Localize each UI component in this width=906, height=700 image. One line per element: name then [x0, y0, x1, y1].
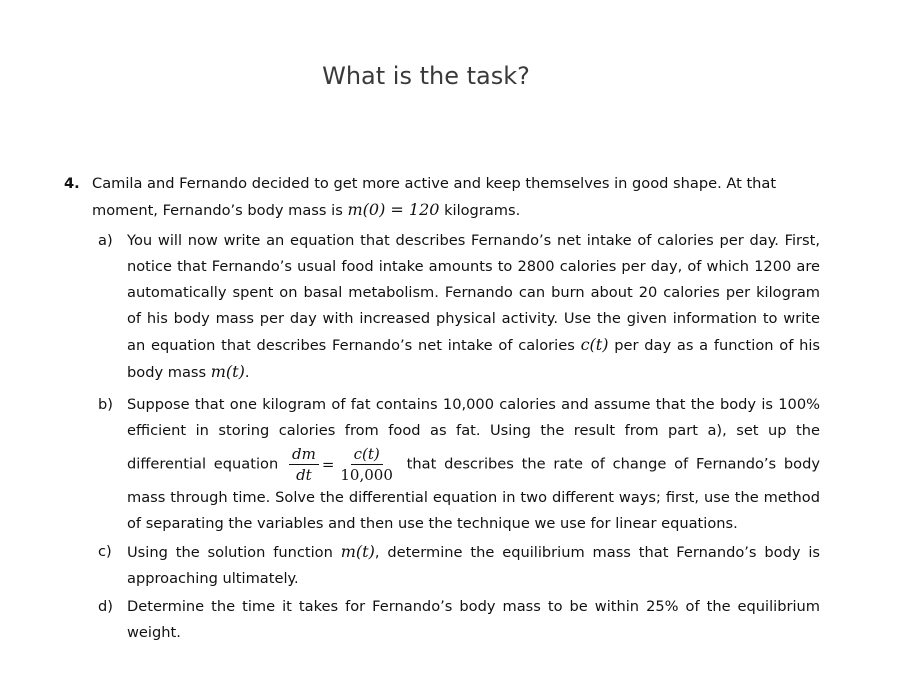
problem-intro: [64, 171, 820, 224]
fraction-ct-10000: [337, 444, 396, 485]
fraction-dm-dt: [289, 444, 319, 485]
fraction-dm-dt-numerator: dm: [289, 444, 319, 465]
part-d-text: Determine the time it takes for Fernando’s body mass to be within 25% of the equilibrium weight.: [127, 598, 820, 641]
part-b-label: b): [98, 396, 113, 413]
problem-intro-text: [92, 171, 820, 224]
part-b: [98, 392, 820, 537]
fraction-dm-dt-denominator: dt: [296, 466, 312, 484]
intro-text-2: kilograms.: [444, 202, 521, 219]
problem-4: [64, 171, 820, 646]
part-a-math-m: m(t): [210, 362, 245, 381]
part-c-text-1: Using the solution function: [127, 544, 333, 561]
part-b-text: [127, 392, 820, 537]
part-a: [98, 228, 820, 386]
part-b-text-2: that describes the rate of change of Fernando’s body mass through time. Solve the differential equation in two different ways; first, use the method of separating the variables and then use the technique we use for linear equations.: [127, 455, 821, 532]
equals-sign: =: [321, 455, 335, 474]
problem-number: 4.: [64, 175, 80, 192]
part-a-text-2: per day as a function of his body mass: [127, 337, 821, 381]
part-c: [98, 539, 820, 592]
page-title: What is the task?: [322, 62, 530, 90]
part-b-text-1: Suppose that one kilogram of fat contains 10,000 calories and assume that the body is 100% efficient in storing calories from food as fat. Using the result from part a), set up the differential equation: [127, 396, 820, 473]
part-a-label: a): [98, 232, 113, 249]
fraction-10000-denominator: 10,000: [340, 466, 393, 484]
part-c-text-2: , determine the equilibrium mass that Fernando’s body is approaching ultimately.: [127, 544, 821, 587]
intro-math: m(0) = 120: [347, 200, 440, 219]
part-a-text-3: .: [244, 364, 250, 381]
part-a-text: [127, 228, 820, 386]
intro-text-1: Camila and Fernando decided to get more active and keep themselves in good shape. At that moment, Fernando’s body mass is: [92, 175, 777, 219]
part-c-label: c): [98, 543, 112, 560]
part-c-math-m: m(t): [340, 542, 375, 561]
problem-parts: [98, 228, 820, 646]
part-c-text: [127, 539, 820, 592]
part-a-math-c: c(t): [580, 335, 609, 354]
fraction-ct-numerator: c(t): [351, 444, 383, 465]
part-d: [98, 594, 820, 646]
part-a-text-1: You will now write an equation that describes Fernando’s net intake of calories per day. First, notice that Fernando’s usual food intake amounts to 2800 calories per day, of which 1200 are automatically spent on basal metabolism. Fernando can burn about 20 calories per kilogram of his body mass per day with increased physical activity. Use the given information to write an equation that describes Fernando’s net intake of calories: [127, 232, 820, 354]
part-d-label: d): [98, 598, 113, 615]
